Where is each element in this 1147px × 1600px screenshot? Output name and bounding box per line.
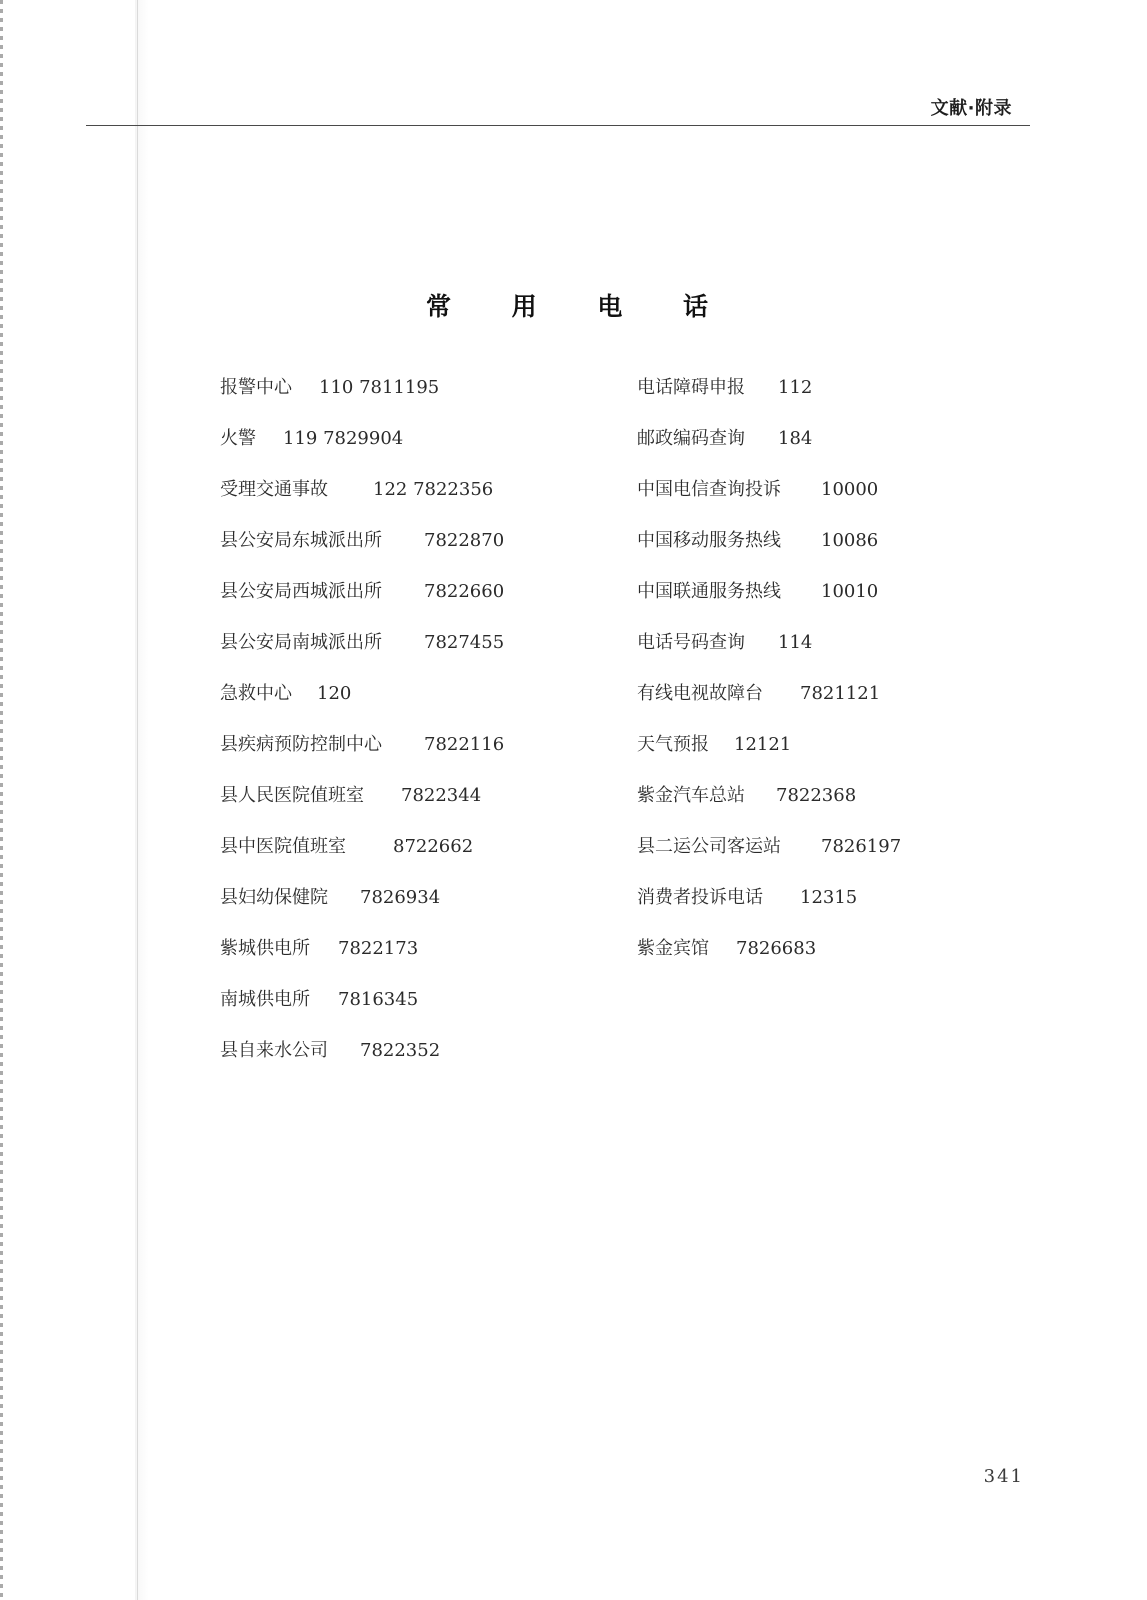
phone-entry [637, 474, 901, 525]
phone-entry [220, 474, 504, 525]
entry-number: 7822870 [424, 530, 505, 551]
entry-name: 电话障碍申报 [637, 377, 745, 398]
entry-number: 7821121 [800, 683, 881, 704]
entry-name: 县二运公司客运站 [637, 836, 781, 857]
entry-number: 7822344 [401, 785, 482, 806]
entry-number: 184 [778, 428, 813, 449]
phone-entry [637, 576, 901, 627]
entry-name: 消费者投诉电话 [637, 887, 763, 908]
entry-number: 110 7811195 [319, 377, 440, 398]
phone-entry [220, 933, 504, 984]
phone-entry [220, 729, 504, 780]
entry-number: 7822660 [424, 581, 505, 602]
page-edge [0, 0, 3, 1600]
entry-number: 7822368 [776, 785, 857, 806]
entry-name: 县妇幼保健院 [220, 887, 328, 908]
entry-number: 112 [778, 377, 813, 398]
phone-entry [637, 678, 901, 729]
phone-entry [637, 729, 901, 780]
entry-name: 邮政编码查询 [637, 428, 745, 449]
entry-name: 中国联通服务热线 [637, 581, 781, 602]
entry-name: 县自来水公司 [220, 1040, 328, 1061]
entry-name: 县中医院值班室 [220, 836, 346, 857]
phone-entry [220, 423, 504, 474]
phone-entry [637, 423, 901, 474]
running-header: 文献·附录 [930, 98, 1012, 119]
phone-entry [220, 1035, 504, 1086]
entry-number: 7826934 [360, 887, 441, 908]
entry-name: 受理交通事故 [220, 479, 328, 500]
entry-name: 紫金宾馆 [637, 938, 709, 959]
entry-number: 10000 [821, 479, 879, 500]
entry-name: 紫金汽车总站 [637, 785, 745, 806]
phone-entry [220, 780, 504, 831]
page-number: 341 [983, 1466, 1024, 1487]
entry-number: 7826683 [736, 938, 817, 959]
phone-entry [637, 933, 901, 984]
entry-name: 县公安局东城派出所 [220, 530, 382, 551]
entry-number: 8722662 [393, 836, 474, 857]
binding-line [137, 0, 138, 1600]
entry-name: 有线电视故障台 [637, 683, 763, 704]
entry-number: 7822173 [338, 938, 419, 959]
entry-name: 火警 [220, 428, 256, 449]
phone-entry [637, 372, 901, 423]
phone-entry [220, 576, 504, 627]
phone-entry [637, 831, 901, 882]
phone-entry [637, 627, 901, 678]
phone-entry [637, 780, 901, 831]
entry-name: 县公安局南城派出所 [220, 632, 382, 653]
entry-number: 119 7829904 [283, 428, 404, 449]
entry-number: 7822116 [424, 734, 505, 755]
phone-entry [220, 678, 504, 729]
header-rule [86, 125, 1030, 126]
entry-number: 122 7822356 [373, 479, 494, 500]
entry-number: 10086 [821, 530, 879, 551]
entry-number: 7816345 [338, 989, 419, 1010]
phone-list-right [637, 372, 901, 984]
entry-name: 报警中心 [220, 377, 292, 398]
entry-name: 南城供电所 [220, 989, 310, 1010]
entry-number: 7826197 [821, 836, 902, 857]
phone-entry [220, 372, 504, 423]
phone-entry [220, 882, 504, 933]
phone-entry [637, 882, 901, 933]
entry-number: 10010 [821, 581, 879, 602]
entry-name: 中国电信查询投诉 [637, 479, 781, 500]
entry-name: 县公安局西城派出所 [220, 581, 382, 602]
entry-name: 急救中心 [220, 683, 292, 704]
entry-number: 120 [317, 683, 352, 704]
entry-number: 7827455 [424, 632, 505, 653]
entry-number: 12121 [734, 734, 792, 755]
phone-entry [220, 831, 504, 882]
entry-name: 县疾病预防控制中心 [220, 734, 382, 755]
entry-name: 中国移动服务热线 [637, 530, 781, 551]
phone-entry [637, 525, 901, 576]
phone-list-left [220, 372, 504, 1086]
entry-name: 天气预报 [637, 734, 709, 755]
phone-entry [220, 525, 504, 576]
entry-number: 7822352 [360, 1040, 441, 1061]
entry-number: 114 [778, 632, 813, 653]
entry-name: 电话号码查询 [637, 632, 745, 653]
entry-name: 县人民医院值班室 [220, 785, 364, 806]
entry-name: 紫城供电所 [220, 938, 310, 959]
entry-number: 12315 [800, 887, 858, 908]
page-title: 常 用 电 话 [425, 292, 735, 321]
phone-entry [220, 984, 504, 1035]
phone-entry [220, 627, 504, 678]
